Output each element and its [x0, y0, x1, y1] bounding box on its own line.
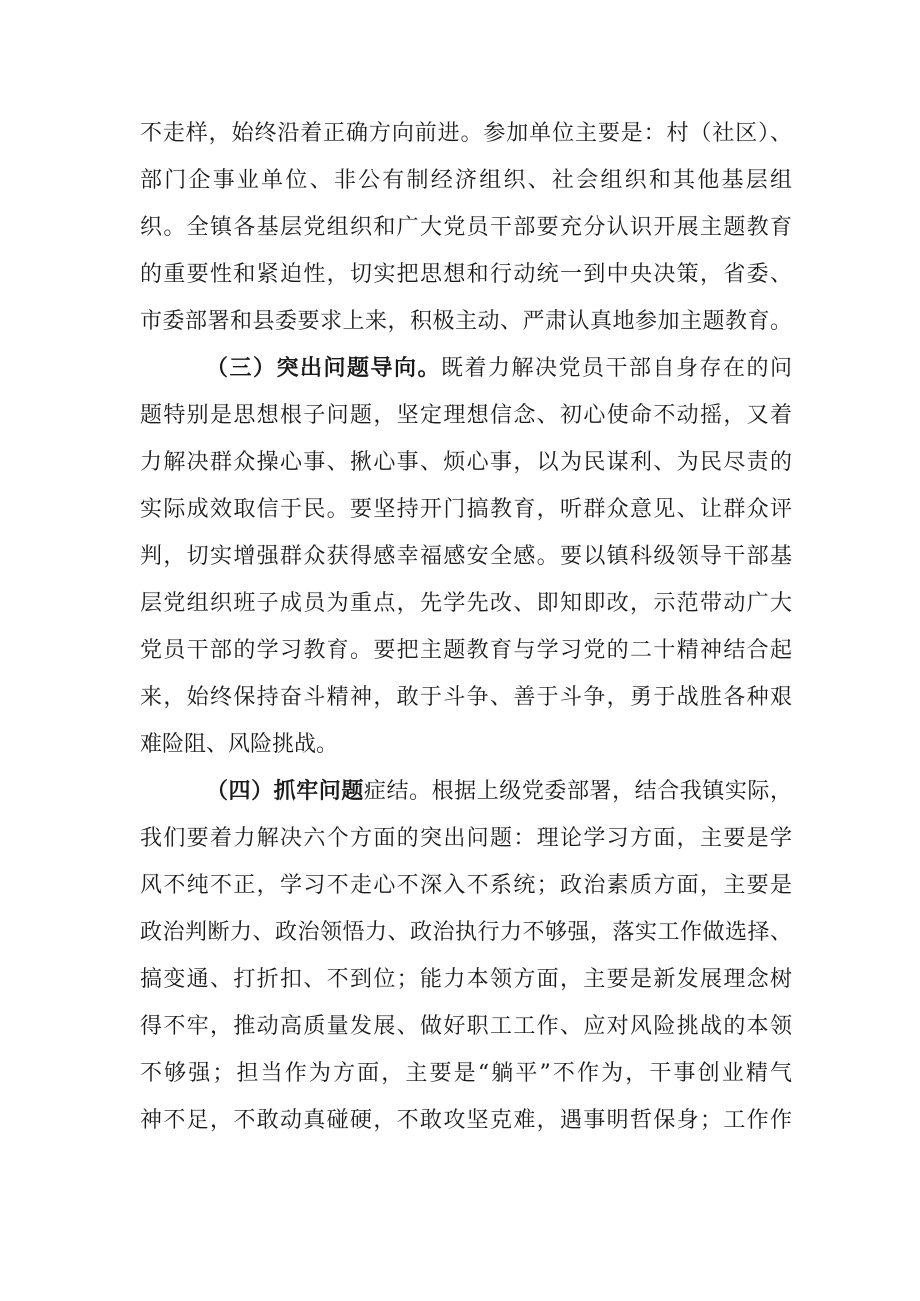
text-line: 市委部署和县委要求上来，积极主动、严肃认真地参加主题教育。	[140, 309, 792, 334]
document-body	[140, 110, 792, 1144]
text-line: 力解决群众操心事、揪心事、烦心事，以为民谋利、为民尽责的	[140, 450, 792, 475]
text-line: 难险阻、风险挑战。	[140, 732, 339, 757]
text-line: 来，始终保持奋斗精神，敢于斗争、善于斗争，勇于战胜各种艰	[140, 685, 792, 710]
section-three-first-line-text: 既着力解决党员干部自身存在的问	[441, 356, 792, 381]
section-four-heading: （四）抓牢问题	[206, 779, 364, 804]
text-line: 部门企事业单位、非公有制经济组织、社会组织和其他基层组	[140, 168, 792, 193]
text-line: 题特别是思想根子问题，坚定理想信念、初心使命不动摇，又着	[140, 403, 792, 428]
section-four-first-line-text: 症结。根据上级党委部署，结合我镇实际，	[363, 779, 792, 804]
section-three-first-line	[140, 345, 792, 392]
section-four-first-line	[140, 768, 792, 815]
text-line: 织。全镇各基层党组织和广大党员干部要充分认识开展主题教育	[140, 215, 792, 240]
text-line: 不够强；担当作为方面，主要是“躺平”不作为，干事创业精气	[140, 1061, 792, 1086]
text-line: 神不足，不敢动真碰硬，不敢攻坚克难，遇事明哲保身；工作作	[140, 1108, 792, 1133]
text-line: 搞变通、打折扣、不到位；能力本领方面，主要是新发展理念树	[140, 967, 792, 992]
text-line: 的重要性和紧迫性，切实把思想和行动统一到中央决策，省委、	[140, 262, 792, 287]
text-line: 判，切实增强群众获得感幸福感安全感。要以镇科级领导干部基	[140, 544, 792, 569]
text-line: 我们要着力解决六个方面的突出问题：理论学习方面，主要是学	[140, 826, 792, 851]
text-line: 得不牢，推动高质量发展、做好职工工作、应对风险挑战的本领	[140, 1014, 792, 1039]
text-line: 风不纯不正，学习不走心不深入不系统；政治素质方面，主要是	[140, 873, 792, 898]
text-line: 实际成效取信于民。要坚持开门搞教育，听群众意见、让群众评	[140, 497, 792, 522]
text-line: 不走样，始终沿着正确方向前进。参加单位主要是：村（社区）、	[140, 121, 792, 146]
text-line: 党员干部的学习教育。要把主题教育与学习党的二十精神结合起	[140, 638, 792, 663]
section-three-heading: （三）突出问题导向。	[206, 356, 441, 381]
text-line: 层党组织班子成员为重点，先学先改、即知即改，示范带动广大	[140, 591, 792, 616]
text-line: 政治判断力、政治领悟力、政治执行力不够强，落实工作做选择、	[140, 920, 792, 945]
